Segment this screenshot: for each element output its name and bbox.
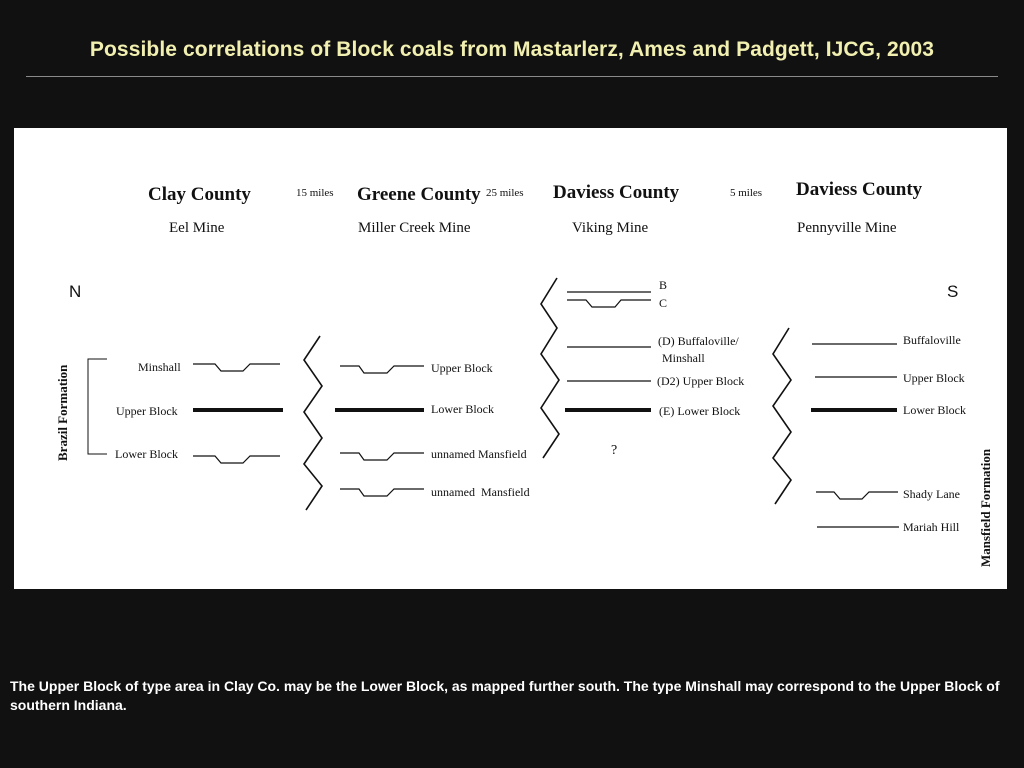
brazil-formation-bracket [88,359,107,454]
greene-lower-block-label: Lower Block [431,402,494,416]
greene-upper-block-label: Upper Block [431,361,493,375]
slide-title: Possible correlations of Block coals from Mastarlerz, Ames and Padgett, IJCG, 2003 [89,38,935,61]
header-pennyville-mine: Pennyville Mine [797,220,897,236]
clay-lower-block-seam [193,456,280,463]
pennyville-buffaloville-label: Buffaloville [903,333,961,347]
header-viking-mine: Viking Mine [572,220,649,236]
greene-unnamed-mansfield-label-1: unnamed Mansfield [431,447,527,461]
mansfield-formation-label: Mansfield Formation [978,448,993,567]
header-clay-county: Clay County [148,184,251,205]
clay-lower-block-label: Lower Block [115,447,178,461]
clay-upper-block-label: Upper Block [116,404,178,418]
distance-5-miles: 5 miles [730,187,763,199]
north-label: N [69,282,82,301]
viking-b-label: B [659,278,668,292]
clay-minshall-label: Minshall [138,360,181,374]
header-daviess-county-pennyville: Daviess County [796,179,923,200]
header-eel-mine: Eel Mine [169,220,225,236]
viking-lower-block-label: (E) Lower Block [659,404,741,418]
pennyville-lower-block-label: Lower Block [903,403,966,417]
viking-c-seam [567,300,651,307]
header-miller-creek-mine: Miller Creek Mine [358,220,471,236]
pennyville-shady-lane-seam [816,492,898,499]
title-divider [26,76,998,77]
section-break-2 [541,278,559,458]
greene-upper-block-seam [340,366,424,373]
pennyville-shady-lane-label: Shady Lane [903,487,960,501]
header-greene-county: Greene County [357,184,481,205]
pennyville-mariah-hill-label: Mariah Hill [903,520,960,534]
clay-minshall-seam [193,364,280,371]
correlation-diagram [14,128,1007,589]
greene-unnamed-mansfield-seam-2 [340,489,424,496]
distance-15-miles: 15 miles [296,187,334,199]
brazil-formation-label: Brazil Formation [55,364,70,461]
viking-buffaloville-label: (D) Buffaloville/ [658,334,739,348]
greene-unnamed-mansfield-seam-1 [340,453,424,460]
pennyville-upper-block-label: Upper Block [903,371,965,385]
viking-upper-block-label: (D2) Upper Block [657,374,745,388]
header-daviess-county-viking: Daviess County [553,182,680,203]
slide-caption: The Upper Block of type area in Clay Co. may be the Lower Block, as mapped further south. The type Minshall may correspond to the Upper Block of southern Indiana. [10,678,1000,713]
viking-c-label: C [659,296,668,310]
section-break-3 [773,328,791,504]
section-break-1 [304,336,322,510]
greene-unnamed-mansfield-label-2: unnamed Mansfield [431,485,530,499]
distance-25-miles: 25 miles [486,187,524,199]
viking-question-mark: ? [611,443,618,458]
diagram-canvas [14,128,1007,589]
south-label: S [947,282,959,301]
viking-minshall-label: Minshall [662,351,705,365]
